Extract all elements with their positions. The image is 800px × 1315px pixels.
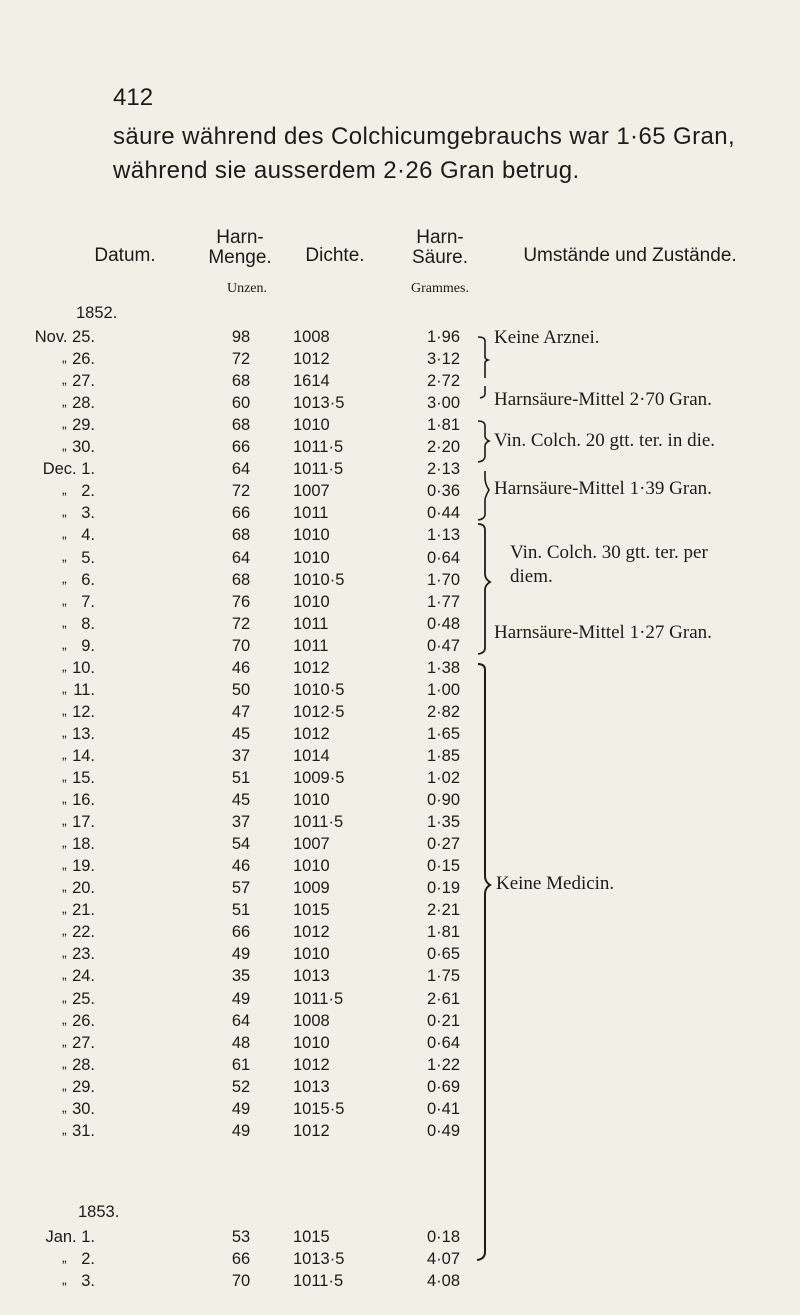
ditto-mark: „ [62, 371, 67, 387]
date-cell: 10. [72, 659, 95, 677]
header-menge-line1: Harn- [216, 227, 264, 248]
date-cell: 22. [72, 923, 95, 941]
dichte-cell: 1010 [293, 593, 330, 611]
ditto-mark: „ [62, 1011, 67, 1027]
ditto-mark: „ [62, 614, 67, 630]
ditto-mark: „ [62, 1249, 67, 1265]
dichte-cell: 1008 [293, 328, 330, 346]
ditto-mark: „ [62, 1099, 67, 1115]
saeure-cell: 1·65 [426, 725, 460, 743]
dichte-cell: 1011·5 [293, 1272, 344, 1290]
menge-cell: 61 [231, 1056, 251, 1074]
dichte-cell: 1012 [293, 659, 330, 677]
dichte-cell: 1012 [293, 923, 330, 941]
ditto-mark: „ [62, 393, 67, 409]
date-cell: 29. [72, 1078, 95, 1096]
dichte-cell: 1011 [293, 637, 329, 655]
ditto-mark: „ [62, 503, 67, 519]
menge-cell: 70 [231, 637, 251, 655]
saeure-cell: 0·44 [426, 504, 460, 522]
saeure-cell: 0·64 [426, 1034, 460, 1052]
dichte-cell: 1010 [293, 945, 330, 963]
ditto-mark: „ [62, 437, 67, 453]
ditto-mark: „ [62, 658, 67, 674]
intro-line-2: während sie ausserdem 2·26 Gran betrug. [113, 157, 580, 184]
date-cell: 19. [72, 857, 95, 875]
menge-cell: 46 [231, 857, 251, 875]
dichte-cell: 1015 [293, 1228, 330, 1246]
dichte-cell: 1009·5 [293, 769, 345, 787]
saeure-cell: 0·41 [426, 1100, 460, 1118]
ditto-mark: „ [62, 878, 67, 894]
dichte-cell: 1011·5 [293, 990, 344, 1008]
ditto-mark: „ [62, 680, 67, 696]
date-cell: 2. [81, 1250, 95, 1268]
menge-cell: 54 [231, 835, 251, 853]
menge-cell: 49 [231, 1100, 251, 1118]
menge-cell: 66 [231, 438, 251, 456]
saeure-cell: 0·64 [426, 549, 460, 567]
brace-keine-arznei [478, 337, 488, 378]
saeure-cell: 0·15 [426, 857, 460, 875]
dichte-cell: 1013·5 [293, 1250, 345, 1268]
header-menge-unit: Unzen. [226, 281, 268, 296]
menge-cell: 37 [231, 747, 251, 765]
saeure-cell: 3·00 [426, 394, 460, 412]
saeure-cell: 0·65 [426, 945, 460, 963]
saeure-cell: 1·81 [426, 923, 460, 941]
saeure-cell: 2·21 [426, 901, 460, 919]
menge-cell: 37 [231, 813, 251, 831]
date-cell: 4. [81, 526, 95, 544]
saeure-cell: 1·81 [426, 416, 460, 434]
date-cell: 31. [72, 1122, 95, 1140]
saeure-cell: 4·07 [426, 1250, 460, 1268]
menge-cell: 64 [231, 1012, 251, 1030]
date-cell: 26. [72, 350, 95, 368]
ditto-mark: „ [62, 768, 67, 784]
saeure-cell: 2·13 [426, 460, 460, 478]
dichte-cell: 1007 [293, 835, 330, 853]
ditto-mark: „ [62, 570, 67, 586]
date-cell: 9. [81, 637, 95, 655]
saeure-cell: 2·82 [426, 703, 460, 721]
dichte-cell: 1614 [293, 372, 330, 390]
dichte-cell: 1013 [293, 967, 330, 985]
ditto-mark: „ [62, 790, 67, 806]
dichte-cell: 1012·5 [293, 703, 345, 721]
dichte-cell: 1011 [293, 504, 329, 522]
menge-cell: 48 [231, 1034, 251, 1052]
dichte-cell: 1010 [293, 526, 330, 544]
header-saeure-line2: Säure. [412, 247, 468, 268]
dichte-cell: 1011·5 [293, 438, 344, 456]
date-cell: 12. [72, 703, 95, 721]
ditto-mark: „ [62, 1121, 67, 1137]
note-harnsaeure-mittel-1-27: Harnsäure-Mittel 1·27 Gran. [494, 622, 712, 643]
dichte-cell: 1007 [293, 482, 330, 500]
menge-cell: 49 [231, 1122, 251, 1140]
saeure-cell: 0·27 [426, 835, 460, 853]
year-1853: 1853. [78, 1203, 120, 1221]
saeure-cell: 0·90 [426, 791, 460, 809]
date-cell: 13. [72, 725, 95, 743]
saeure-cell: 0·21 [426, 1012, 460, 1030]
dichte-cell: 1009 [293, 879, 330, 897]
year-1852: 1852. [76, 304, 118, 322]
date-cell: 5. [81, 549, 95, 567]
dichte-cell: 1015·5 [293, 1100, 345, 1118]
date-cell: 14. [72, 747, 95, 765]
menge-cell: 68 [231, 416, 251, 434]
header-datum: Datum. [94, 245, 156, 266]
saeure-cell: 4·08 [426, 1272, 460, 1290]
ditto-mark: „ [62, 1033, 67, 1049]
date-cell: 15. [72, 769, 95, 787]
dichte-cell: 1010 [293, 1034, 330, 1052]
ditto-mark: „ [62, 812, 67, 828]
ditto-mark: „ [62, 592, 67, 608]
note-harnsaeure-mittel-1-39: Harnsäure-Mittel 1·39 Gran. [494, 478, 712, 499]
dichte-cell: 1008 [293, 1012, 330, 1030]
saeure-cell: 2·20 [426, 438, 460, 456]
dichte-cell: 1014 [293, 747, 330, 765]
saeure-cell: 1·75 [426, 967, 460, 985]
dichte-cell: 1011·5 [293, 460, 344, 478]
menge-cell: 72 [231, 615, 251, 633]
dichte-cell: 1011 [293, 615, 329, 633]
header-umstaende: Umstände und Zustände. [523, 245, 737, 266]
ditto-mark: „ [62, 856, 67, 872]
brace-vin-colch-20 [478, 421, 489, 462]
note-vin-colch-30-line2: diem. [510, 566, 553, 587]
ditto-mark: „ [62, 349, 67, 365]
menge-cell: 66 [231, 1250, 251, 1268]
date-cell: 2. [81, 482, 95, 500]
page-number: 412 [113, 84, 154, 111]
saeure-cell: 0·36 [426, 482, 460, 500]
dichte-cell: 1012 [293, 725, 330, 743]
header-saeure-unit: Grammes. [411, 281, 469, 296]
dichte-cell: 1013 [293, 1078, 330, 1096]
menge-cell: 45 [231, 791, 251, 809]
menge-cell: 64 [231, 549, 251, 567]
saeure-cell: 0·69 [426, 1078, 460, 1096]
menge-cell: 68 [231, 571, 251, 589]
saeure-cell: 1·13 [426, 526, 460, 544]
saeure-cell: 1·85 [426, 747, 460, 765]
brace-keine-medicin [477, 664, 490, 1260]
note-harnsaeure-mittel-2-70: Harnsäure-Mittel 2·70 Gran. [494, 389, 712, 410]
ditto-mark: „ [62, 1077, 67, 1093]
saeure-cell: 2·72 [426, 372, 460, 390]
menge-cell: 66 [231, 504, 251, 522]
date-cell: 27. [72, 372, 95, 390]
note-keine-medicin: Keine Medicin. [496, 873, 615, 894]
saeure-cell: 2·61 [426, 990, 460, 1008]
dichte-cell: 1013·5 [293, 394, 345, 412]
date-cell: 27. [72, 1034, 95, 1052]
note-vin-colch-30-line1: Vin. Colch. 30 gtt. ter. per [510, 542, 708, 563]
date-cell: Nov. 25. [34, 328, 95, 346]
brace-harnsaeure-1-39 [478, 471, 489, 520]
ditto-mark: „ [62, 746, 67, 762]
menge-cell: 49 [231, 945, 251, 963]
dichte-cell: 1010·5 [293, 681, 345, 699]
date-cell: 3. [81, 1272, 95, 1290]
date-cell: 7. [81, 593, 95, 611]
date-cell: 26. [72, 1012, 95, 1030]
ditto-mark: „ [62, 525, 67, 541]
date-cell: 25. [72, 990, 95, 1008]
menge-cell: 50 [231, 681, 251, 699]
menge-cell: 49 [231, 990, 251, 1008]
ditto-mark: „ [62, 548, 67, 564]
ditto-mark: „ [62, 900, 67, 916]
menge-cell: 76 [231, 593, 251, 611]
ditto-mark: „ [62, 944, 67, 960]
date-cell: 30. [72, 1100, 95, 1118]
dichte-cell: 1010 [293, 549, 330, 567]
date-cell: 29. [72, 416, 95, 434]
dichte-cell: 1010·5 [293, 571, 345, 589]
menge-cell: 68 [231, 372, 251, 390]
dichte-cell: 1015 [293, 901, 330, 919]
dichte-cell: 1012 [293, 350, 330, 368]
note-vin-colch-20: Vin. Colch. 20 gtt. ter. in die. [494, 430, 716, 451]
saeure-cell: 1·35 [426, 813, 460, 831]
ditto-mark: „ [62, 922, 67, 938]
header-saeure-line1: Harn- [416, 227, 464, 248]
note-keine-arznei: Keine Arznei. [494, 327, 600, 348]
saeure-cell: 1·02 [426, 769, 460, 787]
saeure-cell: 0·18 [426, 1228, 460, 1246]
date-cell: 11. [73, 681, 95, 699]
date-cell: Dec. 1. [42, 460, 95, 478]
ditto-mark: „ [62, 989, 67, 1005]
dichte-cell: 1011·5 [293, 813, 344, 831]
menge-cell: 70 [231, 1272, 251, 1290]
date-cell: Jan. 1. [45, 1228, 95, 1246]
date-cell: 20. [72, 879, 95, 897]
date-cell: 23. [72, 945, 95, 963]
date-cell: 8. [81, 615, 95, 633]
ditto-mark: „ [62, 702, 67, 718]
menge-cell: 64 [231, 460, 251, 478]
ditto-mark: „ [62, 966, 67, 982]
date-cell: 21. [72, 901, 95, 919]
date-cell: 24. [72, 967, 95, 985]
menge-cell: 66 [231, 923, 251, 941]
ditto-mark: „ [62, 481, 67, 497]
saeure-cell: 1·00 [426, 681, 460, 699]
ditto-mark: „ [62, 724, 67, 740]
date-cell: 28. [72, 394, 95, 412]
header-menge-line2: Menge. [208, 247, 272, 268]
menge-cell: 47 [231, 703, 251, 721]
dichte-cell: 1012 [293, 1122, 330, 1140]
saeure-cell: 0·48 [426, 615, 460, 633]
menge-cell: 46 [231, 659, 251, 677]
date-cell: 18. [72, 835, 95, 853]
menge-cell: 51 [231, 901, 251, 919]
menge-cell: 57 [231, 879, 251, 897]
menge-cell: 98 [231, 328, 251, 346]
brace-vin-colch-30 [478, 524, 490, 654]
date-cell: 16. [72, 791, 95, 809]
saeure-cell: 1·22 [426, 1056, 460, 1074]
menge-cell: 53 [231, 1228, 251, 1246]
saeure-cell: 3·12 [426, 350, 460, 368]
ditto-mark: „ [62, 1055, 67, 1071]
ditto-mark: „ [62, 636, 67, 652]
dichte-cell: 1012 [293, 1056, 330, 1074]
saeure-cell: 0·19 [426, 879, 460, 897]
saeure-cell: 0·49 [426, 1122, 460, 1140]
dichte-cell: 1010 [293, 791, 330, 809]
ditto-mark: „ [62, 1271, 67, 1287]
saeure-cell: 0·47 [426, 637, 460, 655]
header-dichte: Dichte. [305, 245, 365, 266]
saeure-cell: 1·70 [426, 571, 460, 589]
date-cell: 17. [72, 813, 95, 831]
dichte-cell: 1010 [293, 416, 330, 434]
intro-line-1: säure während des Colchicumgebrauchs war 1·65 Gran, [113, 123, 736, 150]
menge-cell: 35 [231, 967, 251, 985]
menge-cell: 60 [231, 394, 251, 412]
menge-cell: 72 [231, 350, 251, 368]
date-cell: 30. [72, 438, 95, 456]
menge-cell: 72 [231, 482, 251, 500]
menge-cell: 52 [231, 1078, 251, 1096]
brace-harnsaeure-2-70 [480, 386, 485, 398]
saeure-cell: 1·77 [426, 593, 460, 611]
menge-cell: 51 [231, 769, 251, 787]
saeure-cell: 1·38 [426, 659, 460, 677]
date-cell: 3. [81, 504, 95, 522]
dichte-cell: 1010 [293, 857, 330, 875]
ditto-mark: „ [62, 834, 67, 850]
ditto-mark: „ [62, 415, 67, 431]
menge-cell: 45 [231, 725, 251, 743]
date-cell: 6. [81, 571, 95, 589]
saeure-cell: 1·96 [426, 328, 460, 346]
menge-cell: 68 [231, 526, 251, 544]
date-cell: 28. [72, 1056, 95, 1074]
